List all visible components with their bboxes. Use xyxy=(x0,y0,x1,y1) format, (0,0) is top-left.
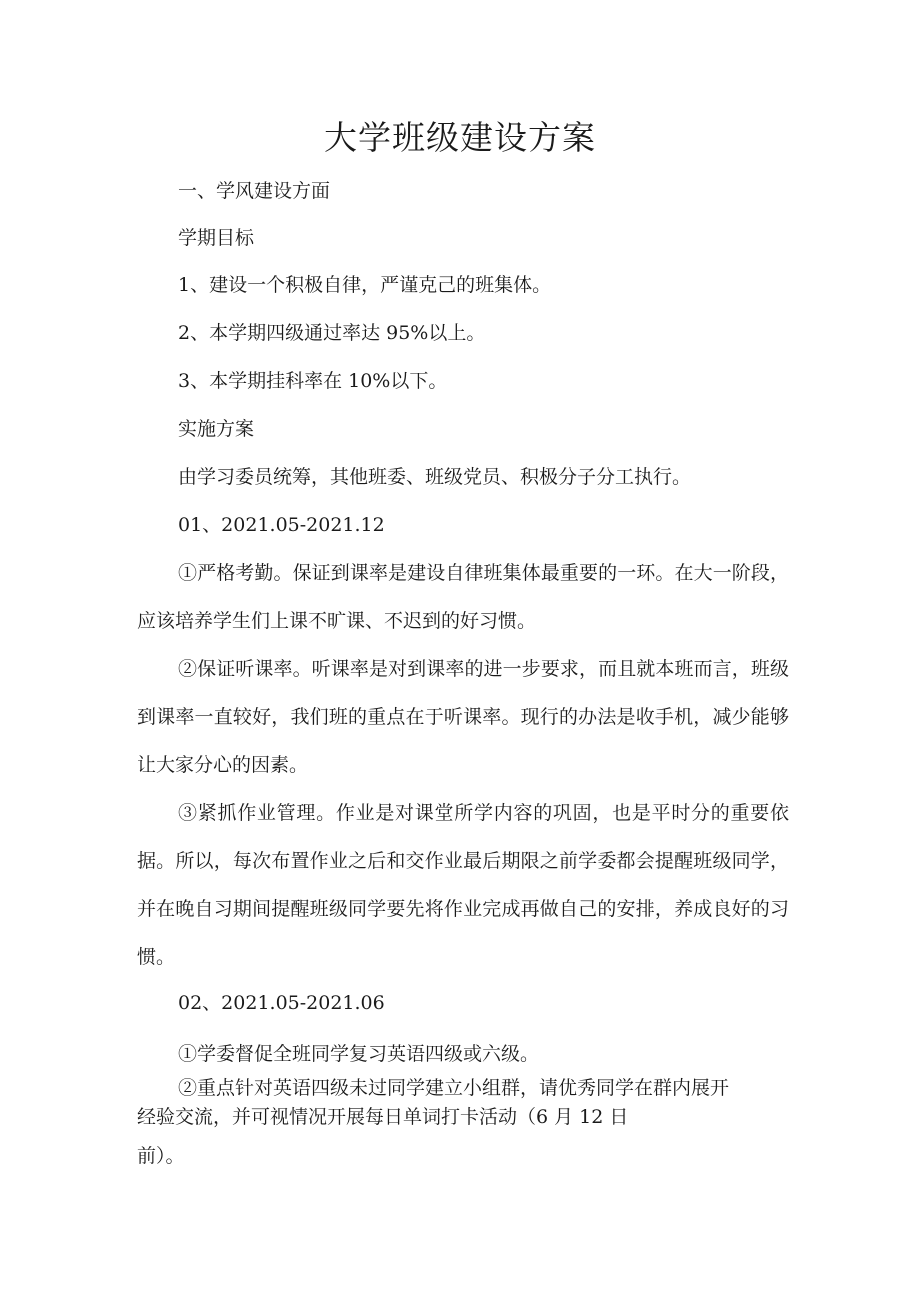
plan-intro: 由学习委员统筹，其他班委、班级党员、积极分子分工执行。 xyxy=(178,466,692,488)
phase-2-item-review: ①学委督促全班同学复习英语四级或六级。 xyxy=(178,1043,540,1065)
goal-item-1: 1、建设一个积极自律，严谨克己的班集体。 xyxy=(178,274,552,296)
phase-1-item-attendance: ①严格考勤。保证到课率是建设自律班集体最重要的一环。在大一阶段，应该培养学生们上课不旷课、不迟到的好习惯。 xyxy=(137,562,789,632)
phase-2-item-group-line-1: ②重点针对英语四级未过同学建立小组群，请优秀同学在群内展开 xyxy=(178,1077,730,1099)
goal-item-3: 3、本学期挂科率在 10%以下。 xyxy=(178,370,448,392)
goal-heading: 学期目标 xyxy=(178,227,255,249)
document-title: 大学班级建设方案 xyxy=(324,118,596,157)
phase-1-item-listening: ②保证听课率。听课率是对到课率的进一步要求，而且就本班而言，班级到课率一直较好，我们班的重点在于听课率。现行的办法是收手机，减少能够让大家分心的因素。 xyxy=(137,658,789,776)
phase-1-heading: 01、2021.05-2021.12 xyxy=(178,514,385,536)
goal-item-2: 2、本学期四级通过率达 95%以上。 xyxy=(178,322,486,344)
phase-2-item-group-line-3: 前）。 xyxy=(137,1145,185,1167)
phase-2-item-group-line-2: 经验交流，并可视情况开展每日单词打卡活动（6 月 12 日 xyxy=(137,1106,629,1128)
phase-1-item-homework: ③紧抓作业管理。作业是对课堂所学内容的巩固，也是平时分的重要依据。所以，每次布置作业之后和交作业最后期限之前学委都会提醒班级同学，并在晚自习期间提醒班级同学要先将作业完成再做自己的安排，养成良好的习惯。 xyxy=(137,802,789,968)
phase-2-heading: 02、2021.05-2021.06 xyxy=(178,992,385,1014)
plan-heading: 实施方案 xyxy=(178,418,255,440)
section-heading: 一、学风建设方面 xyxy=(178,180,331,202)
